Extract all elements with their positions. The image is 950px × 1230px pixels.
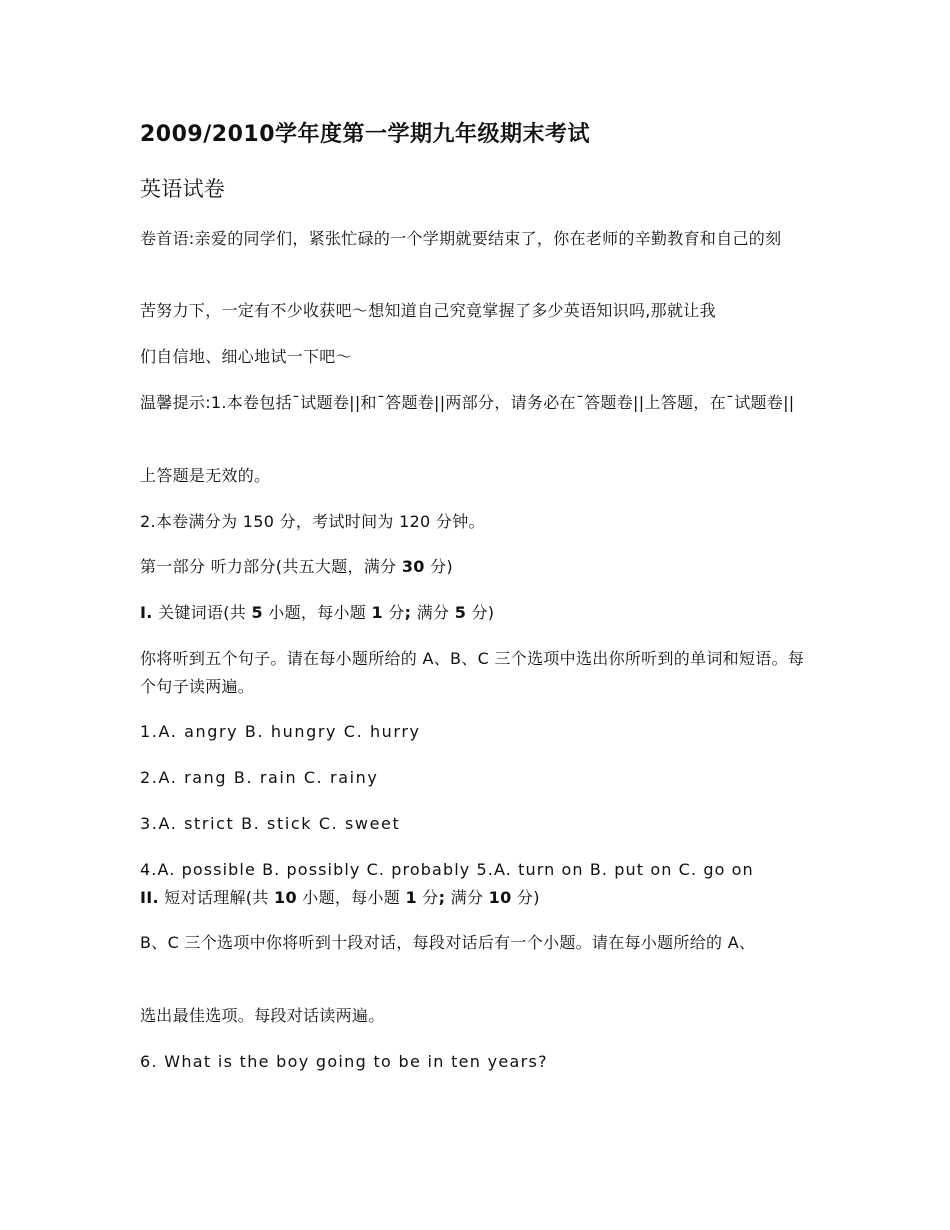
title-text: 学年度第一学期九年级期末考试: [275, 122, 591, 147]
section-one-description: 你将听到五个句子。请在每小题所给的 A、B、C 三个选项中选出你所听到的单词和短语。每个句子读两遍。: [140, 649, 805, 696]
section-two-description-line1: B、C 三个选项中你将听到十段对话，每段对话后有一个小题。请在每小题所给的 A、: [140, 933, 756, 952]
intro-paragraph-line3: 们自信地、细心地试一下吧～: [140, 347, 352, 366]
part-one-heading: 第一部分 听力部分(共五大题，满分 30 分): [140, 557, 453, 576]
intro-paragraph-line1: 卷首语:亲爱的同学们，紧张忙碌的一个学期就要结束了，你在老师的辛勤教育和自己的刻: [140, 229, 782, 248]
question-3: 3.A. strict B. stick C. sweet: [140, 814, 401, 833]
exam-subtitle: 英语试卷: [140, 177, 226, 201]
question-6: 6. What is the boy going to be in ten years?: [140, 1052, 548, 1071]
section-one-heading: I. 关键词语(共 5 小题，每小题 1 分; 满分 5 分): [140, 603, 495, 622]
tip-paragraph-line1: 温馨提示:1.本卷包括¯试题卷||和¯答题卷||两部分，请务必在¯答题卷||上答题，在¯试题卷||: [140, 393, 795, 412]
exam-title: [140, 120, 815, 150]
tip-paragraph-line2: 上答题是无效的。: [140, 466, 271, 485]
question-1: 1.A. angry B. hungry C. hurry: [140, 722, 421, 741]
title-year: 2009/2010: [140, 122, 275, 147]
question-4-5: 4.A. possible B. possibly C. probably 5.A. turn on B. put on C. go on: [140, 860, 754, 879]
tip-paragraph-line3: 2.本卷满分为 150 分，考试时间为 120 分钟。: [140, 512, 485, 531]
question-2: 2.A. rang B. rain C. rainy: [140, 768, 379, 787]
intro-paragraph-line2: 苦努力下，一定有不少收获吧～想知道自己究竟掌握了多少英语知识吗,那就让我: [140, 301, 716, 320]
section-two-description-line2: 选出最佳选项。每段对话读两遍。: [140, 1006, 385, 1025]
section-two-heading: II. 短对话理解(共 10 小题，每小题 1 分; 满分 10 分): [140, 888, 540, 907]
